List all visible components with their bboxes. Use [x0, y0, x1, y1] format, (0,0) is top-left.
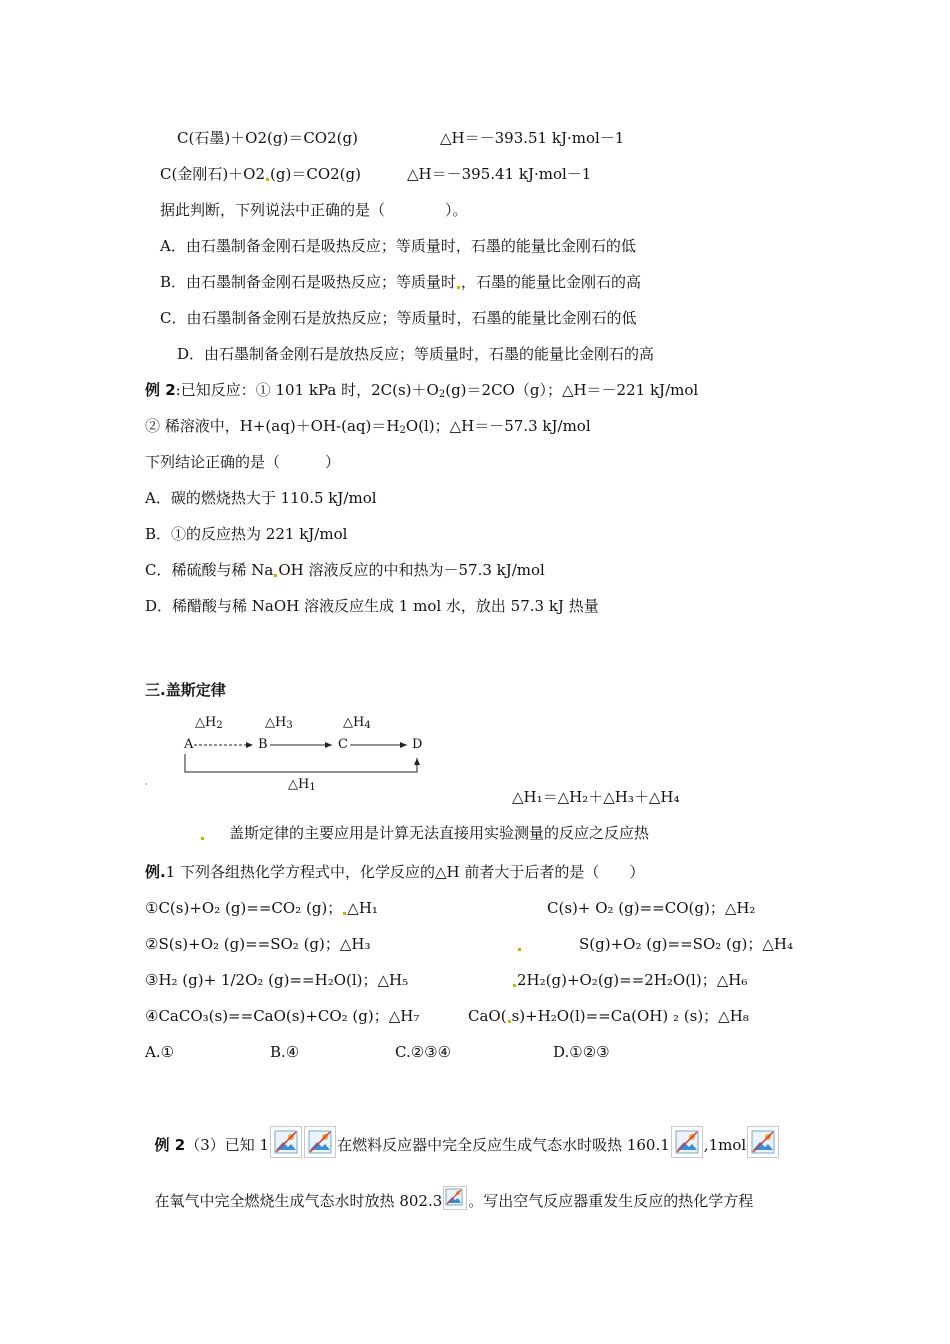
artifact-dot	[508, 1020, 511, 1023]
node-b: B	[258, 737, 268, 752]
broken-image-icon	[747, 1126, 779, 1158]
option-b-part2: ，石墨的能量比金刚石的高	[461, 273, 642, 291]
ex1-r4b: CaO( s)+H₂O(l)==Ca(OH) ₂ (s)；△H₈	[468, 1007, 749, 1025]
ex2b-line2	[145, 1166, 753, 1211]
ex2b-text1c: ,1mol	[703, 1136, 747, 1154]
broken-image-icon	[304, 1126, 336, 1158]
ex1-option-b: B.④	[270, 1043, 300, 1061]
ex1-r2-dot	[517, 934, 522, 954]
option-b	[160, 272, 641, 292]
example2-line1	[145, 380, 698, 400]
eq-graphite: C(石墨)＋O2(g)＝CO2(g)	[177, 129, 358, 147]
ex1-r1b: C(s)+ O₂ (g)==CO(g)；△H₂	[547, 899, 756, 917]
artifact-dot	[518, 948, 521, 951]
subscript: 2	[399, 425, 406, 436]
example2-option-c	[145, 560, 545, 580]
hess-diagram	[145, 710, 445, 793]
option-c: C．由石墨制备金刚石是放热反应；等质量时，石墨的能量比金刚石的低	[160, 309, 637, 327]
example2-option-b: B．①的反应热为 221 kJ/mol	[145, 525, 348, 543]
example2-text2: ② 稀溶液中，H+(aq)＋OH-(aq)＝H	[145, 417, 400, 435]
ex1-r2b: S(g)+O₂ (g)==SO₂ (g)；△H₄	[579, 935, 793, 953]
ex1-text: 1 下列各组热化学方程式中，化学反应的△H 前者大于后者的是（ ）	[165, 863, 645, 881]
ex1-r1a: ①C(s)+O₂ (g)==CO₂ (g)； △H₁	[145, 899, 378, 917]
ex1-option-c: C.②③④	[395, 1043, 452, 1061]
hess-application	[200, 823, 649, 843]
diagram-arrows	[145, 710, 445, 793]
question-prompt: 据此判断，下列说法中正确的是（ ）。	[160, 201, 468, 219]
ex2b-text2b: 。写出空气反应器重发生反应的热化学方程	[468, 1192, 754, 1210]
example2-label: 例 2	[145, 381, 176, 399]
example2-question: 下列结论正确的是（ ）	[145, 453, 341, 471]
option-b-part1: B．由石墨制备金刚石是吸热反应；等质量时	[160, 273, 457, 291]
ex2b-label: 例 2	[154, 1136, 186, 1154]
artifact-dot	[343, 912, 346, 915]
example2-option-d: D．稀醋酸与稀 NaOH 溶液反应生成 1 mol 水，放出 57.3 kJ 热量	[145, 597, 599, 615]
artifact-dot	[513, 984, 516, 987]
example2-line2	[145, 416, 591, 436]
dh2-label: $\triangle H_2$	[195, 715, 223, 731]
ex1-r2a: ②S(s)+O₂ (g)==SO₂ (g)；△H₃	[145, 935, 371, 953]
eq-diamond-part2: (g)＝CO2(g)	[270, 165, 361, 183]
artifact-dot	[201, 837, 204, 840]
eq-diamond	[160, 164, 361, 184]
example2-text1: :已知反应：① 101 kPa 时，2C(s)＋O	[175, 381, 439, 399]
broken-image-icon	[270, 1126, 302, 1158]
ex2b-text1a: （3）已知 1	[185, 1136, 270, 1154]
dh1-label: $\triangle H_1$	[288, 777, 316, 793]
ex1-r3a: ③H₂ (g)+ 1/2O₂ (g)==H₂O(l)；△H₅	[145, 971, 409, 989]
node-d: D	[412, 737, 423, 752]
example2-text1b: (g)＝2CO（g）；△H＝－221 kJ/mol	[445, 381, 699, 399]
dh3-label: $\triangle H_3$	[265, 715, 293, 731]
ex1-option-d: D.①②③	[553, 1043, 610, 1061]
broken-image-icon	[443, 1186, 467, 1210]
option-d: D．由石墨制备金刚石是放热反应；等质量时，石墨的能量比金刚石的高	[177, 345, 655, 363]
ex1-label: 例.	[145, 863, 166, 881]
eq-diamond-part1: C(金刚石)＋O2	[160, 165, 266, 183]
ex2b-line1	[145, 1106, 780, 1158]
artifact-dot	[266, 178, 269, 181]
ex1-r3b: 2H₂(g)+O₂(g)==2H₂O(l)；△H₆	[512, 970, 747, 990]
arrow-a-d	[185, 754, 417, 772]
example2-text2b: O(l)；△H＝－57.3 kJ/mol	[405, 417, 591, 435]
ex1-option-a: A.①	[145, 1043, 175, 1061]
example2-option-c-part2: OH 溶液反应的中和热为－57.3 kJ/mol	[278, 561, 545, 579]
artifact-dot	[457, 286, 460, 289]
ex2b-text1b: 在燃料反应器中完全反应生成气态水时吸热 160.1	[337, 1136, 670, 1154]
dh4-label: $\triangle H_4$	[343, 715, 371, 731]
hess-application-text: 盖斯定律的主要应用是计算无法直接用实验测量的反应之反应热	[229, 824, 650, 842]
broken-image-icon	[671, 1126, 703, 1158]
ex2b-text2a: 在氧气中完全燃烧生成气态水时放热 802.3	[154, 1192, 443, 1210]
ex1-r4a: ④CaCO₃(s)==CaO(s)+CO₂ (g)；△H₇	[145, 1007, 420, 1025]
example2-option-c-part1: C．稀硫酸与稀 Na	[145, 561, 274, 579]
option-a: A．由石墨制备金刚石是吸热反应；等质量时，石墨的能量比金刚石的低	[160, 237, 636, 255]
example2-option-a: A．碳的燃烧热大于 110.5 kJ/mol	[145, 489, 377, 507]
section-title: 三.盖斯定律	[145, 681, 226, 699]
hess-formula: △H₁＝△H₂＋△H₃＋△H₄	[512, 788, 680, 806]
ex1-line	[145, 862, 644, 882]
node-c: C	[338, 737, 348, 752]
eq-graphite-dh: △H＝－393.51 kJ·mol－1	[440, 129, 625, 147]
eq-diamond-dh: △H＝－395.41 kJ·mol－1	[407, 165, 592, 183]
subscript: 2	[438, 389, 446, 400]
node-a: A	[184, 737, 194, 752]
artifact-dot	[274, 574, 277, 577]
